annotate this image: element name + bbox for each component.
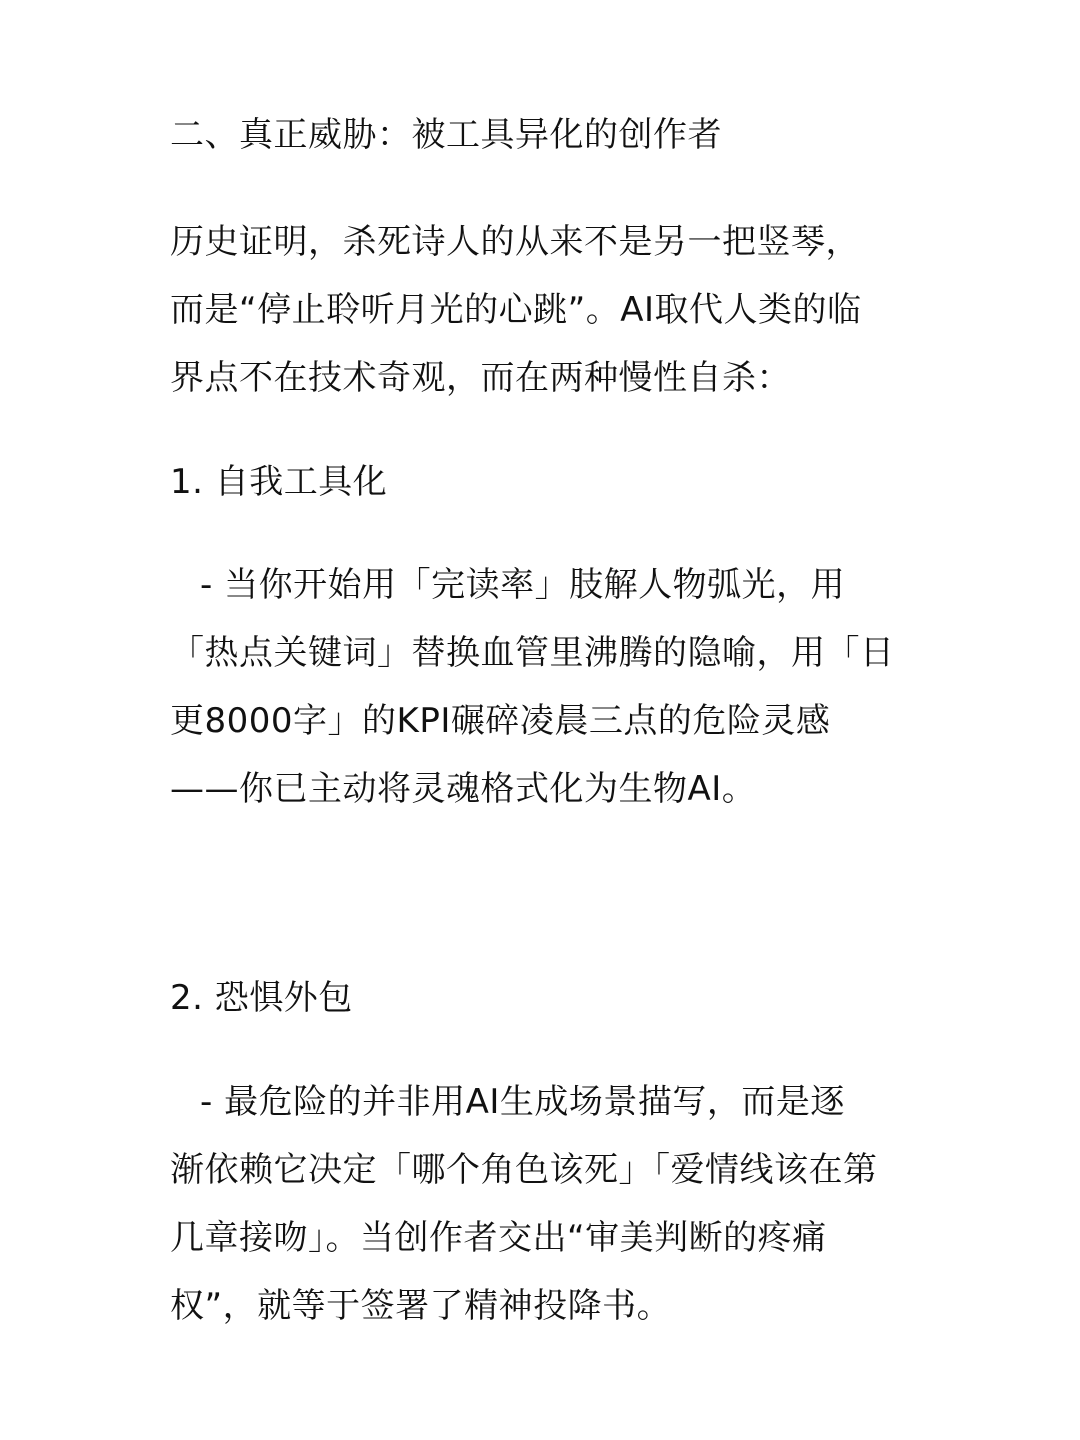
intro-line-3: 界点不在技术奇观，而在两种慢性自杀：	[170, 358, 791, 398]
section-heading: 二、真正威胁：被工具异化的创作者	[170, 115, 722, 155]
point-1-line-1: - 当你开始用「完读率」肢解人物弧光，用	[200, 565, 846, 605]
point-1-line-2: 「热点关键词」替换血管里沸腾的隐喻，用「日	[170, 633, 895, 673]
point-2-title: 2. 恐惧外包	[170, 978, 353, 1018]
point-1-line-4: ——你已主动将灵魂格式化为生物AI。	[170, 769, 757, 809]
point-1-title: 1. 自我工具化	[170, 462, 388, 502]
point-2-line-3: 几章接吻」。当创作者交出“审美判断的疼痛	[170, 1218, 827, 1258]
point-1-line-3: 更8000字」的KPI碾碎凌晨三点的危险灵感	[170, 701, 831, 741]
point-2-line-2: 渐依赖它决定「哪个角色该死」「爱情线该在第	[170, 1150, 878, 1190]
intro-line-1: 历史证明，杀死诗人的从来不是另一把竖琴，	[170, 222, 860, 262]
point-2-line-4: 权”，就等于签署了精神投降书。	[170, 1286, 672, 1326]
point-2-line-1: - 最危险的并非用AI生成场景描写，而是逐	[200, 1082, 845, 1122]
intro-line-2: 而是“停止聆听月光的心跳”。AI取代人类的临	[170, 290, 862, 330]
